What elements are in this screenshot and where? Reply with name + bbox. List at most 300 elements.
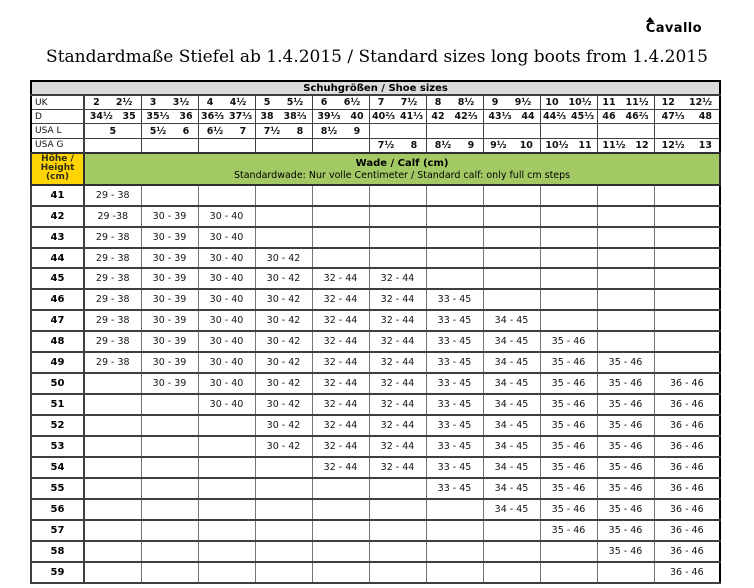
height-label: 43: [31, 227, 84, 248]
calf-range-cell: 30 - 40: [198, 248, 255, 269]
calf-range-cell: [369, 227, 426, 248]
size-value: 4: [206, 97, 214, 109]
size-value: 10: [519, 139, 533, 151]
calf-range-cell: [597, 248, 654, 269]
calf-range-cell: 35 - 46: [540, 457, 597, 478]
calf-range-cell: 30 - 39: [141, 206, 198, 227]
size-value: 6: [320, 97, 328, 109]
calf-range-cell: 34 - 45: [483, 415, 540, 436]
calf-range-cell: [141, 457, 198, 478]
size-pair-values: [484, 124, 540, 137]
height-row-49: [31, 352, 720, 373]
size-value: 4½: [229, 97, 247, 109]
size-value: 40: [350, 111, 364, 123]
size-pair-values: [142, 139, 198, 152]
size-pair-values: [655, 110, 720, 123]
size-value: 38⅔: [283, 111, 307, 123]
calf-range-cell: 33 - 45: [426, 415, 483, 436]
calf-range-cell: 29 - 38: [84, 289, 141, 310]
size-pair-cell: [141, 138, 198, 152]
calf-range-cell: [198, 520, 255, 541]
size-pair-cell: [426, 95, 483, 109]
size-pair-values: [598, 139, 654, 152]
calf-range-cell: 32 - 44: [369, 268, 426, 289]
size-value: 35⅓: [146, 111, 170, 123]
size-pair-cell: [255, 95, 312, 109]
calf-range-cell: [597, 289, 654, 310]
calf-range-cell: [141, 415, 198, 436]
calf-range-cell: [198, 457, 255, 478]
height-row-41: [31, 185, 720, 206]
calf-range-cell: [255, 520, 312, 541]
calf-range-cell: 30 - 42: [255, 394, 312, 415]
height-header-line1: Höhe /: [41, 154, 74, 165]
calf-range-cell: [426, 248, 483, 269]
logo-hat-icon: [646, 17, 654, 22]
size-pair-values: [598, 96, 654, 109]
size-value: 7: [377, 97, 385, 109]
calf-range-cell: 34 - 45: [483, 331, 540, 352]
calf-range-cell: 30 - 39: [141, 227, 198, 248]
size-value: 12½: [688, 97, 713, 109]
calf-range-cell: 35 - 46: [597, 478, 654, 499]
calf-range-cell: [312, 185, 369, 206]
calf-range-cell: [84, 520, 141, 541]
height-label: 49: [31, 352, 84, 373]
calf-range-cell: [540, 541, 597, 562]
calf-range-cell: [483, 185, 540, 206]
size-pair-cell: [255, 124, 312, 138]
height-label: 59: [31, 562, 84, 583]
height-label: 46: [31, 289, 84, 310]
size-pair-cell: [255, 138, 312, 152]
size-pair-values: [541, 96, 597, 109]
size-value: 9½: [514, 97, 532, 109]
shoe-sizes-header-row: [31, 81, 720, 95]
calf-range-cell: [198, 415, 255, 436]
size-value: 6½: [343, 97, 361, 109]
height-row-57: [31, 520, 720, 541]
size-pair-values: [370, 96, 426, 109]
calf-range-cell: [654, 206, 720, 227]
size-value: 8: [410, 139, 418, 151]
size-value: 2½: [115, 97, 133, 109]
size-pair-cell: [84, 110, 141, 124]
calf-range-cell: 35 - 46: [540, 478, 597, 499]
calf-header-cell: [84, 153, 720, 185]
size-value: 11½: [625, 97, 649, 109]
calf-range-cell: 36 - 46: [654, 499, 720, 520]
height-row-58: [31, 541, 720, 562]
size-value: 37⅓: [228, 111, 253, 123]
calf-range-cell: [369, 541, 426, 562]
size-value: 11: [602, 97, 616, 109]
size-value: 8: [434, 97, 442, 109]
size-value: 43⅓: [488, 111, 512, 123]
calf-range-cell: 32 - 44: [312, 373, 369, 394]
height-header-cell: [31, 153, 84, 185]
size-value: 10½: [568, 97, 592, 109]
height-label: 57: [31, 520, 84, 541]
size-pair-cell: [426, 110, 483, 124]
calf-range-cell: [84, 541, 141, 562]
height-row-42: [31, 206, 720, 227]
size-pair-cell: [654, 138, 720, 152]
size-row-usa-g: [31, 138, 720, 152]
calf-range-cell: [84, 562, 141, 583]
calf-range-cell: 30 - 40: [198, 352, 255, 373]
calf-range-cell: [255, 478, 312, 499]
shoe-sizes-header: Schuhgrößen / Shoe sizes: [31, 81, 720, 95]
calf-range-cell: 35 - 46: [540, 352, 597, 373]
size-value: 34½: [89, 111, 113, 123]
height-row-47: [31, 310, 720, 331]
calf-range-cell: 32 - 44: [312, 310, 369, 331]
size-system-label: UK: [31, 95, 84, 109]
size-value: 8½: [320, 125, 338, 137]
size-value: 42⅔: [454, 111, 478, 123]
size-value: 9½: [490, 139, 507, 151]
size-pair-values: [655, 96, 720, 109]
calf-range-cell: [540, 562, 597, 583]
calf-range-cell: 35 - 46: [540, 520, 597, 541]
size-row-d: [31, 110, 720, 124]
size-pair-values: [256, 124, 312, 137]
calf-range-cell: 29 - 38: [84, 352, 141, 373]
size-pair-values: [541, 110, 597, 123]
calf-range-cell: [540, 310, 597, 331]
calf-range-cell: 34 - 45: [483, 352, 540, 373]
calf-range-cell: 36 - 46: [654, 394, 720, 415]
size-table: [30, 80, 721, 584]
calf-range-cell: 32 - 44: [312, 436, 369, 457]
size-value: 41⅓: [399, 111, 424, 123]
height-row-50: [31, 373, 720, 394]
height-row-48: [31, 331, 720, 352]
calf-range-cell: 32 - 44: [312, 415, 369, 436]
height-label: 41: [31, 185, 84, 206]
size-pair-values: [541, 139, 597, 152]
size-pair-cell: [84, 95, 141, 109]
calf-range-cell: [255, 206, 312, 227]
calf-range-cell: [141, 394, 198, 415]
size-value: 44⅔: [542, 111, 567, 123]
calf-range-cell: 30 - 42: [255, 352, 312, 373]
calf-range-cell: 30 - 39: [141, 352, 198, 373]
size-pair-values: [199, 124, 255, 137]
calf-range-cell: 30 - 39: [141, 248, 198, 269]
calf-range-cell: [198, 478, 255, 499]
calf-range-cell: 33 - 45: [426, 436, 483, 457]
calf-range-cell: 30 - 40: [198, 227, 255, 248]
calf-range-cell: 29 - 38: [84, 268, 141, 289]
calf-range-cell: [255, 227, 312, 248]
size-value: 39⅓: [317, 111, 341, 123]
height-row-45: [31, 268, 720, 289]
size-pair-cell: [312, 95, 369, 109]
calf-range-cell: [198, 436, 255, 457]
calf-range-cell: 35 - 46: [597, 352, 654, 373]
size-value: 8½: [457, 97, 475, 109]
size-value: 7½: [263, 125, 281, 137]
calf-range-cell: 29 - 38: [84, 331, 141, 352]
calf-range-cell: 30 - 42: [255, 331, 312, 352]
calf-range-cell: 32 - 44: [369, 352, 426, 373]
calf-range-cell: 30 - 39: [141, 289, 198, 310]
size-pair-cell: [198, 95, 255, 109]
calf-range-cell: 32 - 44: [369, 436, 426, 457]
size-value: 9: [353, 125, 361, 137]
size-pair-values: [484, 96, 540, 109]
size-pair-cell: [483, 110, 540, 124]
size-pair-values: [427, 96, 483, 109]
calf-range-cell: [426, 499, 483, 520]
calf-range-cell: 36 - 46: [654, 436, 720, 457]
calf-range-cell: [312, 248, 369, 269]
size-value: 12: [661, 97, 675, 109]
calf-range-cell: [654, 289, 720, 310]
size-pair-cell: [84, 124, 141, 138]
size-pair-values: [427, 110, 483, 123]
size-system-label: USA L: [31, 124, 84, 138]
calf-range-cell: [483, 268, 540, 289]
size-pair-values: [85, 139, 141, 152]
size-pair-values: [541, 124, 597, 137]
calf-range-cell: [255, 499, 312, 520]
calf-range-cell: [654, 268, 720, 289]
height-header-line3: (cm): [46, 172, 69, 183]
calf-range-cell: [255, 562, 312, 583]
calf-range-cell: [540, 206, 597, 227]
calf-range-cell: 30 - 39: [141, 373, 198, 394]
size-pair-cell: [426, 124, 483, 138]
calf-range-cell: [312, 562, 369, 583]
size-value: 7½: [377, 139, 395, 151]
calf-range-cell: [312, 227, 369, 248]
calf-range-cell: [540, 248, 597, 269]
calf-range-cell: 29 -38: [84, 206, 141, 227]
cavallo-logo: [646, 21, 702, 36]
size-pair-cell: [483, 124, 540, 138]
size-pair-values: [85, 96, 141, 109]
calf-range-cell: [84, 373, 141, 394]
calf-range-cell: [597, 185, 654, 206]
calf-range-cell: [255, 457, 312, 478]
calf-range-cell: [426, 541, 483, 562]
size-value: 10½: [545, 139, 569, 151]
calf-range-cell: [540, 289, 597, 310]
calf-range-cell: 34 - 45: [483, 436, 540, 457]
size-pair-cell: [312, 124, 369, 138]
calf-range-cell: 30 - 40: [198, 268, 255, 289]
calf-range-cell: 32 - 44: [369, 289, 426, 310]
calf-range-cell: [141, 520, 198, 541]
size-pair-cell: [369, 138, 426, 152]
size-pair-cell: [483, 95, 540, 109]
calf-range-cell: 32 - 44: [312, 352, 369, 373]
size-pair-cell: [540, 138, 597, 152]
size-row-uk: [31, 95, 720, 109]
size-value: 5: [109, 125, 117, 137]
calf-range-cell: [312, 541, 369, 562]
page-title: Standardmaße Stiefel ab 1.4.2015 / Standard sizes long boots from 1.4.2015: [46, 47, 708, 67]
calf-range-cell: [426, 268, 483, 289]
size-pair-values: [142, 96, 198, 109]
calf-range-cell: 36 - 46: [654, 415, 720, 436]
size-pair-values: [256, 139, 312, 152]
size-pair-cell: [597, 110, 654, 124]
calf-range-cell: [426, 562, 483, 583]
brand-wordmark: Cavallo: [645, 21, 702, 36]
size-pair-values: [484, 139, 540, 152]
calf-range-cell: 30 - 39: [141, 310, 198, 331]
size-pair-values: [370, 139, 426, 152]
calf-range-cell: 32 - 44: [369, 457, 426, 478]
calf-range-cell: 30 - 42: [255, 310, 312, 331]
size-value: 12: [635, 139, 649, 151]
calf-range-cell: 35 - 46: [597, 373, 654, 394]
height-label: 56: [31, 499, 84, 520]
calf-range-cell: [255, 541, 312, 562]
size-pair-values: [370, 110, 426, 123]
size-value: 9: [491, 97, 499, 109]
height-label: 58: [31, 541, 84, 562]
calf-range-cell: 30 - 40: [198, 373, 255, 394]
calf-header-subtitle: Standardwade: Nur volle Centimeter / Standard calf: only full cm steps: [233, 169, 571, 181]
size-system-label: D: [31, 110, 84, 124]
size-value: 45⅓: [570, 111, 595, 123]
height-label: 48: [31, 331, 84, 352]
size-value: 8½: [434, 139, 452, 151]
calf-range-cell: [369, 520, 426, 541]
size-pair-values: [85, 124, 141, 137]
calf-range-cell: 34 - 45: [483, 499, 540, 520]
calf-range-cell: [198, 541, 255, 562]
calf-range-cell: 29 - 38: [84, 310, 141, 331]
calf-range-cell: [84, 436, 141, 457]
calf-range-cell: [426, 206, 483, 227]
calf-range-cell: 35 - 46: [597, 520, 654, 541]
calf-range-cell: [654, 310, 720, 331]
calf-range-cell: 32 - 44: [369, 373, 426, 394]
calf-range-cell: 30 - 42: [255, 436, 312, 457]
size-pair-values: [313, 124, 369, 137]
size-pair-cell: [312, 138, 369, 152]
calf-range-cell: 35 - 46: [597, 415, 654, 436]
calf-range-cell: 32 - 44: [312, 331, 369, 352]
calf-range-cell: [654, 248, 720, 269]
calf-range-cell: [198, 185, 255, 206]
calf-range-cell: [597, 562, 654, 583]
calf-range-cell: 32 - 44: [369, 415, 426, 436]
calf-range-cell: 30 - 42: [255, 415, 312, 436]
calf-range-cell: [369, 478, 426, 499]
size-value: 12½: [661, 139, 685, 151]
calf-range-cell: 33 - 45: [426, 373, 483, 394]
size-value: 35: [122, 111, 136, 123]
calf-range-cell: [483, 206, 540, 227]
calf-range-cell: 30 - 39: [141, 268, 198, 289]
size-pair-values: [199, 139, 255, 152]
size-value: 36: [179, 111, 193, 123]
calf-range-cell: 34 - 45: [483, 457, 540, 478]
size-pair-cell: [369, 95, 426, 109]
size-value: 9: [467, 139, 475, 151]
size-pair-cell: [597, 138, 654, 152]
calf-range-cell: [483, 562, 540, 583]
size-pair-cell: [198, 110, 255, 124]
size-value: 7: [239, 125, 247, 137]
calf-range-cell: [141, 499, 198, 520]
calf-range-cell: 33 - 45: [426, 352, 483, 373]
calf-range-cell: 33 - 45: [426, 394, 483, 415]
calf-range-cell: [312, 478, 369, 499]
size-value: 3: [149, 97, 157, 109]
size-value: 11: [578, 139, 592, 151]
size-pair-values: [256, 96, 312, 109]
size-value: 5½: [286, 97, 304, 109]
size-pair-cell: [597, 95, 654, 109]
calf-range-cell: [369, 185, 426, 206]
calf-range-cell: [312, 520, 369, 541]
calf-range-cell: [597, 331, 654, 352]
calf-range-cell: 33 - 45: [426, 478, 483, 499]
calf-range-cell: [654, 227, 720, 248]
size-pair-cell: [597, 124, 654, 138]
size-row-usa-l: [31, 124, 720, 138]
height-label: 52: [31, 415, 84, 436]
height-row-56: [31, 499, 720, 520]
calf-range-cell: [141, 562, 198, 583]
calf-range-cell: 32 - 44: [312, 457, 369, 478]
size-value: 42: [431, 111, 445, 123]
calf-range-cell: [369, 562, 426, 583]
size-value: 38: [260, 111, 274, 123]
size-pair-values: [427, 124, 483, 137]
calf-range-cell: [84, 415, 141, 436]
size-pair-values: [199, 110, 255, 123]
size-value: 47⅓: [661, 111, 685, 123]
size-value: 36⅔: [200, 111, 225, 123]
size-value: 5: [263, 97, 271, 109]
calf-range-cell: 35 - 46: [597, 541, 654, 562]
height-row-55: [31, 478, 720, 499]
calf-range-cell: [84, 499, 141, 520]
calf-range-cell: 30 - 40: [198, 310, 255, 331]
size-pair-values: [142, 124, 198, 137]
size-value: 5½: [149, 125, 167, 137]
size-pair-cell: [255, 110, 312, 124]
calf-range-cell: [597, 310, 654, 331]
size-pair-cell: [141, 124, 198, 138]
height-row-46: [31, 289, 720, 310]
height-row-43: [31, 227, 720, 248]
size-pair-values: [598, 124, 654, 137]
size-pair-values: [655, 124, 720, 137]
size-pair-cell: [141, 110, 198, 124]
calf-range-cell: [426, 185, 483, 206]
calf-range-cell: 35 - 46: [597, 394, 654, 415]
calf-range-cell: [369, 206, 426, 227]
height-label: 42: [31, 206, 84, 227]
calf-range-cell: 30 - 40: [198, 394, 255, 415]
size-value: 2: [93, 97, 100, 109]
size-pair-values: [85, 110, 141, 123]
calf-range-cell: [255, 185, 312, 206]
calf-range-cell: 35 - 46: [540, 331, 597, 352]
calf-range-cell: [540, 227, 597, 248]
height-label: 44: [31, 248, 84, 269]
